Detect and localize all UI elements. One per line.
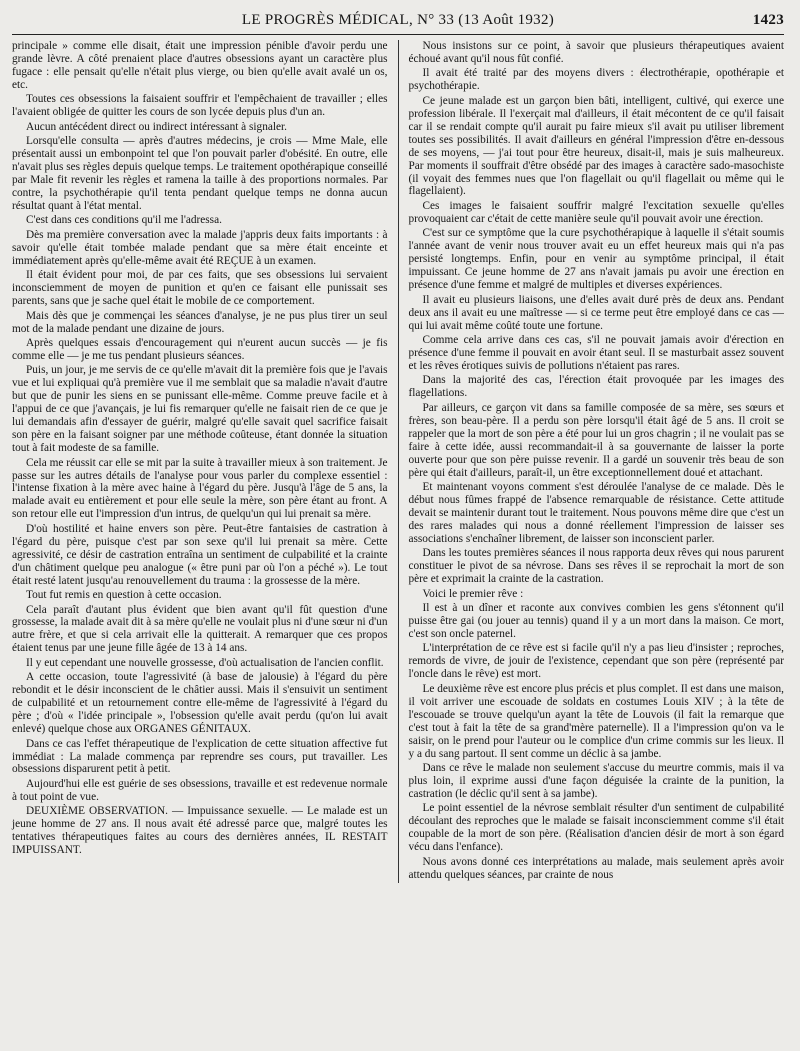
paragraph: Cela paraît d'autant plus évident que bien avant qu'il fût question d'une grossesse, la malade avait dit à sa mère qu'elle ne voulait plus ni d'une sœur ni d'un autre frère, et que si cela arrivait elle la quitterait. A remarquer que ces propos étaient tenus par une jeune fille âgée de 13 à 14 ans. <box>12 603 388 655</box>
paragraph: Dès ma première conversation avec la malade j'appris deux faits importants : à savoir qu'elle était tombée malade pendant que sa mère était enceinte et immédiatement après qu'elle-même avait été REÇUE à un examen. <box>12 228 388 267</box>
paragraph: Cela me réussit car elle se mit par la suite à travailler mieux à son traitement. Je passe sur les autres détails de l'analyse pour vous parler du complexe essentiel : l'intense fixation à la mère avec haine à l'égard du père. Jusqu'à l'âge de 5 ans, la malade avait eu entièrement et pour elle seule la mère, son père étant au front. A son retour elle eut l'impression d'un intrus, de quelqu'un qui lui prenait sa mère. <box>12 456 388 521</box>
paragraph: Le point essentiel de la névrose semblait résulter d'un sentiment de culpabilité découlant des reproches que le malade se faisait inconsciemment comme s'il était coupable de la mort de son père. (Réalisation d'ancien désir de mort à son égard vécu dans l'enfance). <box>408 802 784 854</box>
paragraph: Comme cela arrive dans ces cas, s'il ne pouvait jamais avoir d'érection en présence d'une femme il pouvait en avoir étant seul. Il se masturbait assez souvent et les rêves érotiques suivis de pollutions n'étaient pas rares. <box>408 333 784 372</box>
paragraph: Il avait été traité par des moyens divers : électrothérapie, opothérapie et psychothérapie. <box>408 67 784 93</box>
paragraph: Il avait eu plusieurs liaisons, une d'elles avait duré près de deux ans. Pendant deux ans il avait eu une maîtresse — si ce terme peut être employé dans ce cas — qui lui avait même coûté toute une fortune. <box>408 293 784 332</box>
paragraph: principale » comme elle disait, était une impression pénible d'avoir perdu une grande lèvre. A côté prenaient place d'autres obsessions ayant un caractère plus fugace : elle pensait qu'elle n'était plus vierge, ou bien qu'elle avait avalé un os, etc. <box>12 40 388 91</box>
paragraph: Dans ce cas l'effet thérapeutique de l'explication de cette situation affective fut immédiat : La malade commença par reprendre ses cours, put travailler. Les obsessions disparurent petit à petit. <box>12 737 388 776</box>
right-column <box>408 40 784 883</box>
paragraph: Ces images le faisaient souffrir malgré l'excitation sexuelle qu'elles provoquaient car c'était de cette manière seule qu'il pouvait avoir une érection. <box>408 199 784 225</box>
paragraph: C'est dans ces conditions qu'il me l'adressa. <box>26 214 222 227</box>
paragraph: Aujourd'hui elle est guérie de ses obsessions, travaille et est redevenue normale à tout point de vue. <box>12 777 388 803</box>
paragraph: Aucun antécédent direct ou indirect intéressant à signaler. <box>26 120 287 133</box>
paragraph: Dans la majorité des cas, l'érection était provoquée par les images des flagellations. <box>408 374 784 400</box>
paragraph: DEUXIÈME OBSERVATION. — Impuissance sexuelle. — Le malade est un jeune homme de 27 ans. Il nous avait été adressé parce que, malgré toutes les tentatives thérapeutiques faites au cours des dernières années, IL RESTAIT IMPUISSANT. <box>12 805 388 857</box>
paragraph: Le deuxième rêve est encore plus précis et plus complet. Il est dans une maison, il voit arriver une escouade de soldats en costumes Louis XIV ; à la tête de l'escouade se trouve quelqu'un ayant la tête de Louvois (il fait la remarque que c'est tout à fait la tête de sa grand'mère paternelle). Il a l'impression qu'on va le saisir, on le prend pour l'auteur ou le complice d'un crime commis sur les lieux. Il y a du sang partout. Il sent comme un déclic à sa jambe. <box>408 682 784 760</box>
paragraph: Ce jeune malade est un garçon bien bâti, intelligent, cultivé, qui exerce une profession libérale. Il l'exerçait mal d'ailleurs, il était mécontent de ce qu'il faisait car il se rendait compte qu'il aurait pu faire mieux s'il avait pu utiliser librement toutes ses possibilités. Il avait d'ailleurs en général l'impression d'être en-dessous de ses moyens, — j'ai tout pour être heureux, disait-il, mais je suis malheureux. Par moments il souffrait d'être obsédé par des images à caractère sado-masochiste (il voyait des femmes nues que l'on flagellait ou qu'il flagellait ou même qui le flagellaient). <box>408 94 784 198</box>
paragraph: Il y eut cependant une nouvelle grossesse, d'où actualisation de l'ancien conflit. <box>26 656 384 669</box>
left-column <box>12 40 388 883</box>
paragraph: Puis, un jour, je me servis de ce qu'elle m'avait dit la première fois que je l'avais vue et lui expliquai qu'à première vue il me semblait que sa maladie n'avait d'autre but que de punir les siens en se punissant elle-même. Comme preuve facile et à l'appui de ce que j'avançais, je lui fis remarquer qu'elle ne faisait rien de ce que je lui demandais afin d'essayer de guérir, malgré qu'elle savait quel sacrifice faisait son père en la faisant soigner par une méthode coûteuse, étant donnée la situation tout à fait modeste de sa famille. <box>12 364 388 455</box>
paragraph: Dans ce rêve le malade non seulement s'accuse du meurtre commis, mais il va plus loin, il exprime aussi d'une façon déguisée la crainte de la punition, la castration (le déclic qu'il sent à sa jambe). <box>408 761 784 800</box>
paragraph: Nous avons donné ces interprétations au malade, mais seulement après avoir attendu quelques séances, par crainte de nous <box>408 855 784 881</box>
paragraph: C'est sur ce symptôme que la cure psychothérapique à laquelle il s'était soumis l'année avant de venir nous trouver avait eu un effet heureux mais qui n'a pas persisté longtemps. Enfin, pour en venir au symptôme principal, il était impuissant. Ce jeune homme de 27 ans n'avait jamais pu avoir une érection en présence d'une femme et malgré de multiples et diverses expériences. <box>408 227 784 292</box>
article-body <box>12 40 784 883</box>
page-number: 1423 <box>752 12 784 28</box>
column-divider <box>398 40 399 883</box>
paragraph: Il est à un dîner et raconte aux convives combien les gens s'étonnent qu'il puisse être gai (ou jouer au tennis) quand il y a un mort dans la maison. Ce mort, c'est son oncle paternel. <box>408 602 784 640</box>
paragraph: Voici le premier rêve : <box>422 587 524 600</box>
paragraph: Dans les toutes premières séances il nous rapporta deux rêves qui nous parurent constituer le pivot de sa névrose. Dans ses rêves il se reprochait la mort de son père et exprimait la crainte de la castration. <box>408 547 784 586</box>
paragraph: L'interprétation de ce rêve est si facile qu'il n'y a pas lieu d'insister ; reproches, remords de vivre, de jouir de l'existence, cependant que son père (représenté par l'oncle dans le rêve) est mort. <box>408 642 784 681</box>
running-title: LE PROGRÈS MÉDICAL, N° 33 (13 Août 1932) <box>241 12 555 28</box>
paragraph: A cette occasion, toute l'agressivité (à base de jalousie) à l'égard du père rebondit et le désir inconscient de le châtier aussi. Mais il s'ensuivit un sentiment de culpabilité et un retournement contre elle-même de l'agressivité à l'égard du père ; d'où « l'idée principale », l'obsession qu'elle avait perdu (qu'on lui avait enlevé) quelque chose aux ORGANES GÉNITAUX. <box>12 671 388 736</box>
paragraph: Tout fut remis en question à cette occasion. <box>26 589 222 602</box>
paragraph: Lorsqu'elle consulta — après d'autres médecins, je crois — Mme Male, elle présentait aussi un embonpoint tel que l'on pouvait parler d'obésité. En outre, elle n'avait plus ses règles depuis quelque temps. Le traitement opothérapique conseillé par Male fit revenir les règles et ramena la taille à des proportions normales. Par contre, la psychothérapie qu'il tenta pendant quelque temps ne donna aucun résultat quant à l'état mental. <box>12 135 388 212</box>
paragraph: Après quelques essais d'encouragement qui n'eurent aucun succès — je fis comme elle — je me tus pendant plusieurs séances. <box>12 336 388 362</box>
paragraph: Et maintenant voyons comment s'est déroulée l'analyse de ce malade. Dès le début nous fûmes frappé de l'absence remarquable de résistance. Cette attitude devait se maintenir durant tout le traitement. Nous pouvons même dire que c'est un des rares malades qui nous a donné réellement l'impression de laisser ses associations s'enchaîner librement, de laisser son inconscient parler. <box>408 480 784 545</box>
paragraph: Mais dès que je commençai les séances d'analyse, je ne pus plus tirer un seul mot de la malade pendant une dizaine de jours. <box>12 309 388 335</box>
paragraph: D'où hostilité et haine envers son père. Peut-être fantaisies de castration à l'égard du père, puisque c'est par son sexe qu'il lui prenait sa mère. Cette agressivité, ce désir de castration entraîna un sentiment de culpabilité et la crainte d'un châtiment quelque peu analogue (« être puni par où l'on a péché »). Le tout était resté latent jusqu'au renouvellement du trauma : la grossesse de la mère. <box>12 522 388 587</box>
paragraph: Toutes ces obsessions la faisaient souffrir et l'empêchaient de travailler ; elles l'avaient obligée de quitter les cours de son lycée depuis plus d'un an. <box>12 93 388 119</box>
page-header <box>12 10 784 35</box>
paragraph: Par ailleurs, ce garçon vit dans sa famille composée de sa mère, ses sœurs et frères, son beau-père. Il a perdu son père lorsqu'il était âgé de 5 ans. Il croit se rappeler que la mort de son père a été pour lui un gros chagrin ; il ne voulait pas se faire à cette idée, aussi recommandait-il à sa gouvernante de laisser la porte ouverte pour que son père puisse revenir. Il a gardé un souvenir très beau de son père qui était d'ailleurs, paraît-il, un être exceptionnellement doué et attachant. <box>408 401 784 479</box>
paragraph: Il était évident pour moi, de par ces faits, que ses obsessions lui servaient inconsciemment de moyen de punition et qu'en ce faisant elle punissait ses parents, sans que je sache quel était le mobile de ce comportement. <box>12 269 388 308</box>
paragraph: Nous insistons sur ce point, à savoir que plusieurs thérapeutiques avaient échoué avant qu'il nous fût confié. <box>408 40 784 65</box>
